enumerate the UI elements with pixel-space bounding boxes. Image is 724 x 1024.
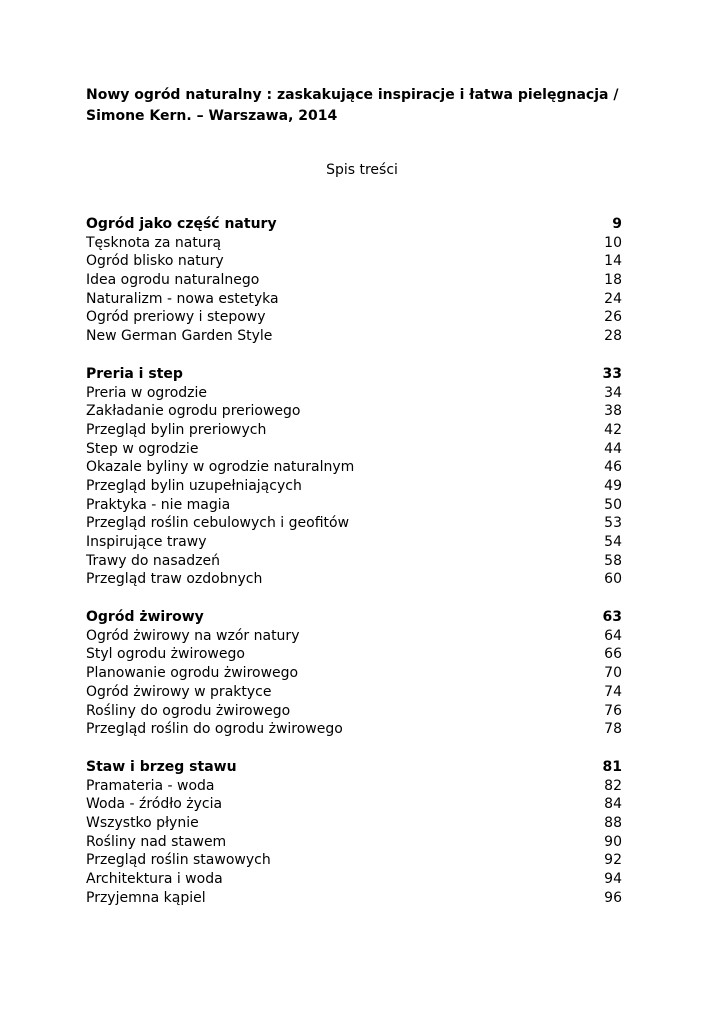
toc-entry-page-number: 38	[604, 403, 622, 420]
toc-entry-title: Ogród żwirowy na wzór natury	[86, 627, 300, 644]
toc-entry-page-number: 96	[604, 889, 622, 906]
citation-line-2: Simone Kern. – Warszawa, 2014	[86, 108, 338, 124]
toc-entry-page-number: 50	[604, 496, 622, 513]
toc-entry-title: Tęsknota za naturą	[86, 234, 222, 251]
toc-entry-page-number: 58	[604, 552, 622, 569]
toc-entry-title: Styl ogrodu żwirowego	[86, 646, 245, 663]
toc-entry	[86, 833, 622, 852]
toc-entry-page-number: 34	[604, 384, 622, 401]
toc-entry-title: Ogród blisko natury	[86, 253, 224, 270]
toc-chapter	[86, 215, 622, 234]
toc-entry-page-number: 18	[604, 272, 622, 289]
toc-entry	[86, 290, 622, 309]
toc-entry-page-number: 66	[604, 646, 622, 663]
toc-entry	[86, 421, 622, 440]
toc-chapter-title: Ogród jako część natury	[86, 216, 277, 232]
toc-entry-page-number: 70	[604, 665, 622, 682]
toc-entry	[86, 533, 622, 552]
toc-entry-title: Step w ogrodzie	[86, 440, 199, 457]
toc-entry	[86, 720, 622, 739]
toc-entry	[86, 814, 622, 833]
toc-entry-page-number: 24	[604, 290, 622, 307]
toc-entry-title: Zakładanie ogrodu preriowego	[86, 403, 301, 420]
toc-entry	[86, 327, 622, 346]
toc-entry-title: Pramateria - woda	[86, 777, 215, 794]
toc-entry-title: New German Garden Style	[86, 328, 273, 345]
toc-entry-title: Okazale byliny w ogrodzie naturalnym	[86, 459, 355, 476]
toc-entry-title: Przegląd roślin cebulowych i geofitów	[86, 515, 350, 532]
toc-entry-title: Przegląd bylin uzupełniających	[86, 477, 302, 494]
toc-entry-page-number: 74	[604, 683, 622, 700]
toc-entry-page-number: 78	[604, 721, 622, 738]
toc-entry	[86, 308, 622, 327]
toc-entry	[86, 440, 622, 459]
toc-entry	[86, 458, 622, 477]
toc-chapter-page-number: 63	[602, 609, 622, 626]
toc-entry-title: Planowanie ogrodu żwirowego	[86, 665, 299, 682]
toc-entry-page-number: 64	[604, 627, 622, 644]
toc-entry	[86, 795, 622, 814]
toc-entry-title: Przegląd bylin preriowych	[86, 421, 267, 438]
toc-entry	[86, 889, 622, 908]
toc-entry-title: Przegląd roślin do ogrodu żwirowego	[86, 721, 343, 738]
toc-entry	[86, 851, 622, 870]
toc-entry-page-number: 14	[604, 253, 622, 270]
toc-entry-page-number: 82	[604, 777, 622, 794]
toc-chapter-title: Preria i step	[86, 365, 183, 382]
toc-chapter	[86, 608, 622, 627]
toc-entry	[86, 664, 622, 683]
toc-entry-title: Przyjemna kąpiel	[86, 889, 206, 906]
toc-chapter-page-number: 33	[602, 365, 622, 382]
toc-entry	[86, 702, 622, 721]
toc-entry	[86, 402, 622, 421]
toc-entry-page-number: 90	[604, 833, 622, 850]
toc-chapter	[86, 758, 622, 777]
toc-entry-page-number: 28	[604, 328, 622, 345]
toc-entry-title: Preria w ogrodzie	[86, 384, 208, 401]
toc-entry-page-number: 54	[604, 534, 622, 550]
toc-entry-page-number: 92	[604, 852, 622, 869]
toc-entry-title: Naturalizm - nowa estetyka	[86, 290, 279, 307]
toc-entry-page-number: 49	[604, 477, 622, 494]
toc-entry-title: Rośliny nad stawem	[86, 833, 227, 850]
toc-chapter-page-number: 9	[612, 216, 622, 232]
toc-section	[86, 608, 622, 739]
toc-entry	[86, 271, 622, 290]
toc-entry	[86, 234, 622, 253]
toc-section	[86, 758, 622, 908]
toc-entry	[86, 627, 622, 646]
toc-entry-page-number: 26	[604, 309, 622, 326]
toc-entry-title: Idea ogrodu naturalnego	[86, 272, 260, 289]
toc-entry-page-number: 94	[604, 871, 622, 887]
toc-section	[86, 365, 622, 589]
toc-entry-title: Ogród preriowy i stepowy	[86, 309, 266, 326]
toc-entry-page-number: 53	[604, 515, 622, 532]
toc-entry-page-number: 76	[604, 702, 622, 719]
toc-entry-title: Praktyka - nie magia	[86, 496, 231, 513]
toc-chapter-title: Staw i brzeg stawu	[86, 758, 237, 775]
toc-entry-title: Trawy do nasadzeń	[86, 552, 220, 569]
toc-entry	[86, 496, 622, 515]
toc-entry-title: Architektura i woda	[86, 871, 223, 887]
toc-entry	[86, 777, 622, 796]
toc-entry-title: Przegląd roślin stawowych	[86, 852, 271, 869]
toc-title: Spis treści	[326, 162, 398, 178]
toc-entry-page-number: 84	[604, 796, 622, 813]
toc-entry-page-number: 42	[604, 421, 622, 438]
toc-chapter-title: Ogród żwirowy	[86, 609, 204, 626]
toc-entry	[86, 477, 622, 496]
toc-entry-title: Wszystko płynie	[86, 814, 199, 831]
toc-entry-page-number: 88	[604, 814, 622, 831]
toc-entry	[86, 570, 622, 589]
toc-entry-title: Woda - źródło życia	[86, 796, 223, 813]
toc-entry	[86, 870, 622, 889]
toc-entry-page-number: 60	[604, 571, 622, 588]
toc-entry	[86, 645, 622, 664]
table-of-contents	[86, 215, 622, 926]
toc-entry-title: Przegląd traw ozdobnych	[86, 571, 263, 588]
toc-section	[86, 215, 622, 346]
toc-entry-page-number: 44	[604, 440, 622, 457]
toc-chapter-page-number: 81	[602, 758, 622, 775]
toc-entry	[86, 514, 622, 533]
toc-entry-page-number: 46	[604, 459, 622, 476]
citation-line-1: Nowy ogród naturalny : zaskakujące inspiracje i łatwa pielęgnacja /	[86, 87, 619, 103]
book-citation	[86, 85, 646, 127]
toc-entry	[86, 252, 622, 271]
toc-entry	[86, 552, 622, 571]
toc-entry-title: Inspirujące trawy	[86, 534, 207, 550]
toc-entry	[86, 683, 622, 702]
toc-chapter	[86, 365, 622, 384]
toc-entry-title: Rośliny do ogrodu żwirowego	[86, 702, 291, 719]
toc-entry-title: Ogród żwirowy w praktyce	[86, 683, 272, 700]
toc-entry	[86, 384, 622, 403]
toc-entry-page-number: 10	[604, 234, 622, 251]
